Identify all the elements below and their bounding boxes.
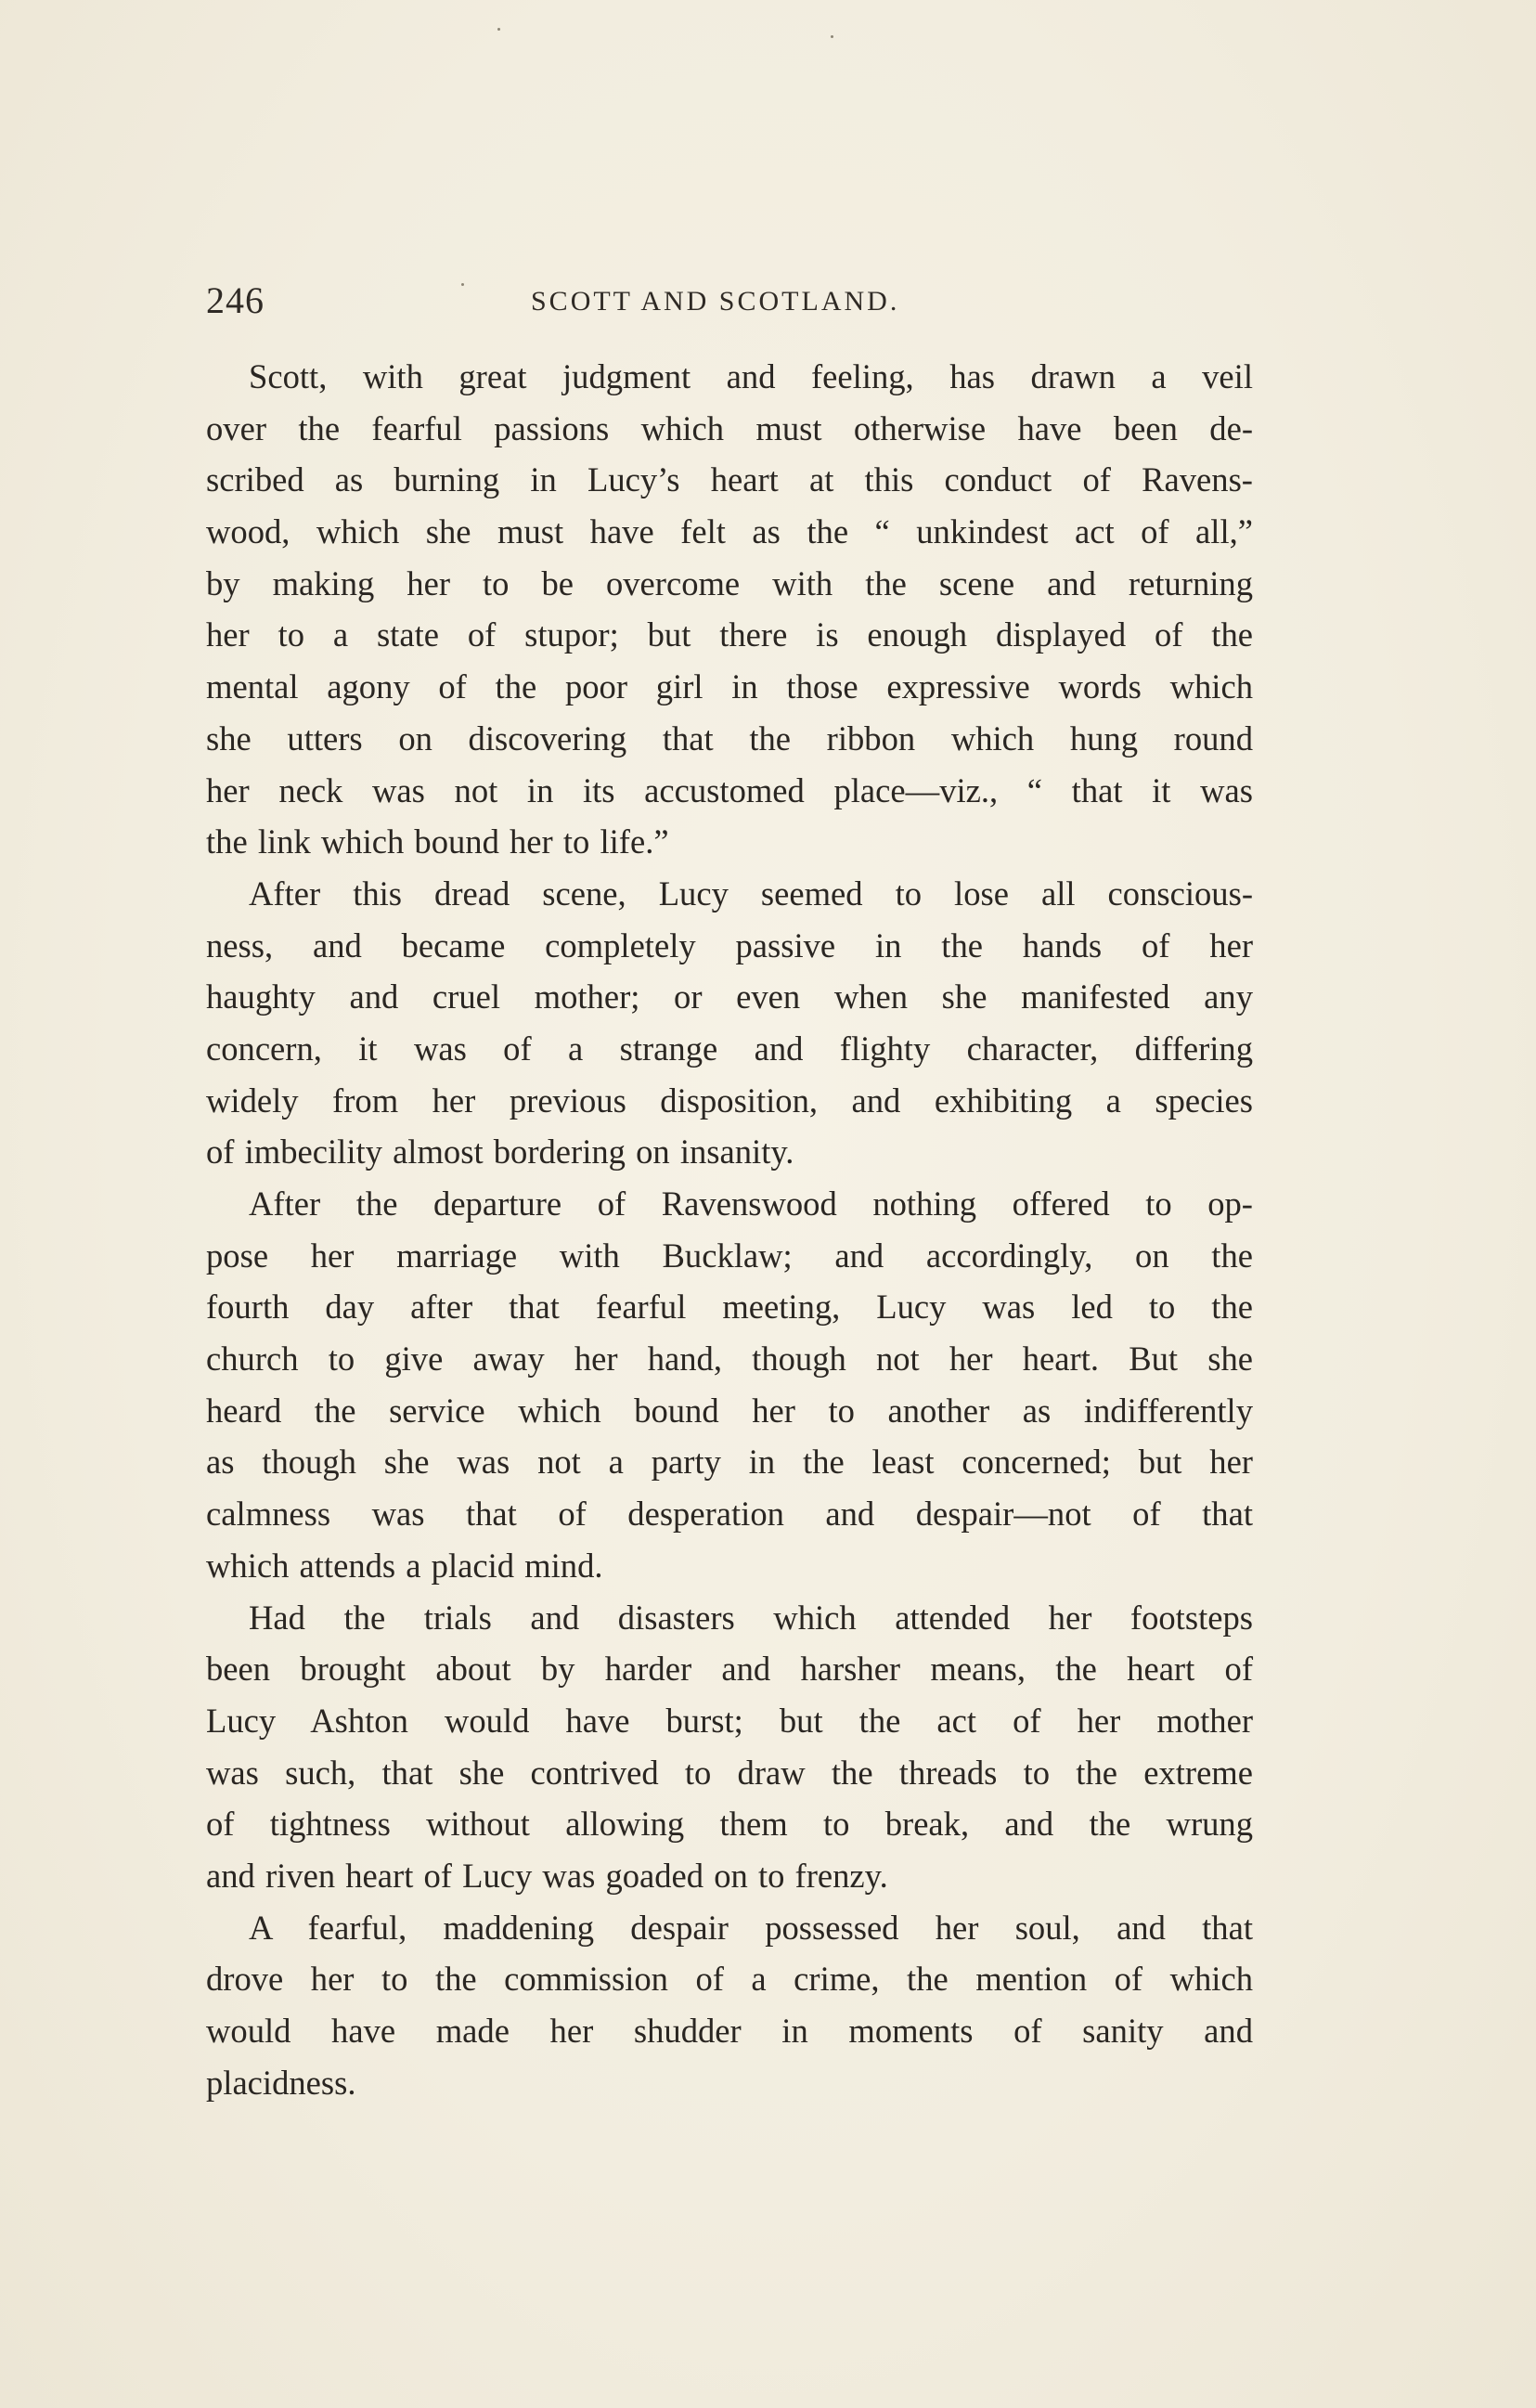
text-line: A fearful, maddening despair possessed her soul, and that	[249, 1908, 1253, 1947]
text-line: would have made her shudder in moments of sanity and	[206, 2012, 1253, 2050]
text-line: over the fearful passions which must otherwise have been de-	[206, 408, 1253, 447]
text-line: After this dread scene, Lucy seemed to lose all conscious-	[249, 874, 1253, 913]
text-line: placidness.	[206, 2063, 356, 2102]
text-line: drove her to the commission of a crime, the mention of which	[206, 1960, 1253, 1999]
paper-speck	[497, 28, 500, 31]
running-head	[206, 278, 1255, 334]
text-line: was such, that she contrived to draw the threads to the extreme	[206, 1753, 1253, 1792]
paragraph	[206, 1902, 1253, 2109]
text-line: her to a state of stupor; but there is enough displayed of the	[206, 615, 1253, 654]
body-text	[206, 351, 1253, 2108]
text-line: heard the service which bound her to another as indifferently	[206, 1391, 1253, 1430]
text-line: of tightness without allowing them to break, and the wrung	[206, 1805, 1253, 1844]
text-line: scribed as burning in Lucy’s heart at this conduct of Ravens-	[206, 460, 1253, 499]
paper-speck	[831, 35, 833, 38]
text-line: calmness was that of desperation and despair—not of that	[206, 1495, 1253, 1534]
text-line: Had the trials and disasters which attended her footsteps	[249, 1598, 1253, 1637]
text-line: by making her to be overcome with the scene and returning	[206, 563, 1253, 602]
text-line: ness, and became completely passive in the hands of her	[206, 926, 1253, 964]
text-line: church to give away her hand, though not her heart. But she	[206, 1340, 1253, 1379]
text-line: Scott, with great judgment and feeling, has drawn a veil	[249, 357, 1253, 395]
text-line: concern, it was of a strange and flighty character, differing	[206, 1029, 1253, 1068]
paragraph	[206, 351, 1253, 868]
running-title: SCOTT AND SCOTLAND.	[531, 286, 900, 317]
text-line: her neck was not in its accustomed place—viz., “ that it was	[206, 770, 1253, 809]
paragraph	[206, 868, 1253, 1178]
text-line: and riven heart of Lucy was goaded on to frenzy.	[206, 1856, 888, 1895]
paragraph	[206, 1592, 1253, 1902]
page-number: 246	[206, 279, 265, 321]
text-line: mental agony of the poor girl in those expressive words which	[206, 667, 1253, 706]
text-line: widely from her previous disposition, and exhibiting a species	[206, 1081, 1253, 1120]
text-line: After the departure of Ravenswood nothing offered to op-	[249, 1185, 1253, 1223]
text-line: been brought about by harder and harsher means, the heart of	[206, 1650, 1253, 1689]
paragraph	[206, 1178, 1253, 1592]
text-line: of imbecility almost bordering on insanity.	[206, 1133, 794, 1172]
text-line: the link which bound her to life.”	[206, 822, 669, 861]
text-line: wood, which she must have felt as the “ unkindest act of all,”	[206, 512, 1253, 551]
text-line: pose her marriage with Bucklaw; and accordingly, on the	[206, 1236, 1253, 1275]
text-line: which attends a placid mind.	[206, 1546, 603, 1585]
text-line: she utters on discovering that the ribbon which hung round	[206, 719, 1253, 757]
text-line: fourth day after that fearful meeting, Lucy was led to the	[206, 1288, 1253, 1327]
text-line: haughty and cruel mother; or even when she manifested any	[206, 977, 1253, 1016]
text-line: as though she was not a party in the least concerned; but her	[206, 1443, 1253, 1482]
text-line: Lucy Ashton would have burst; but the act of her mother	[206, 1701, 1253, 1740]
